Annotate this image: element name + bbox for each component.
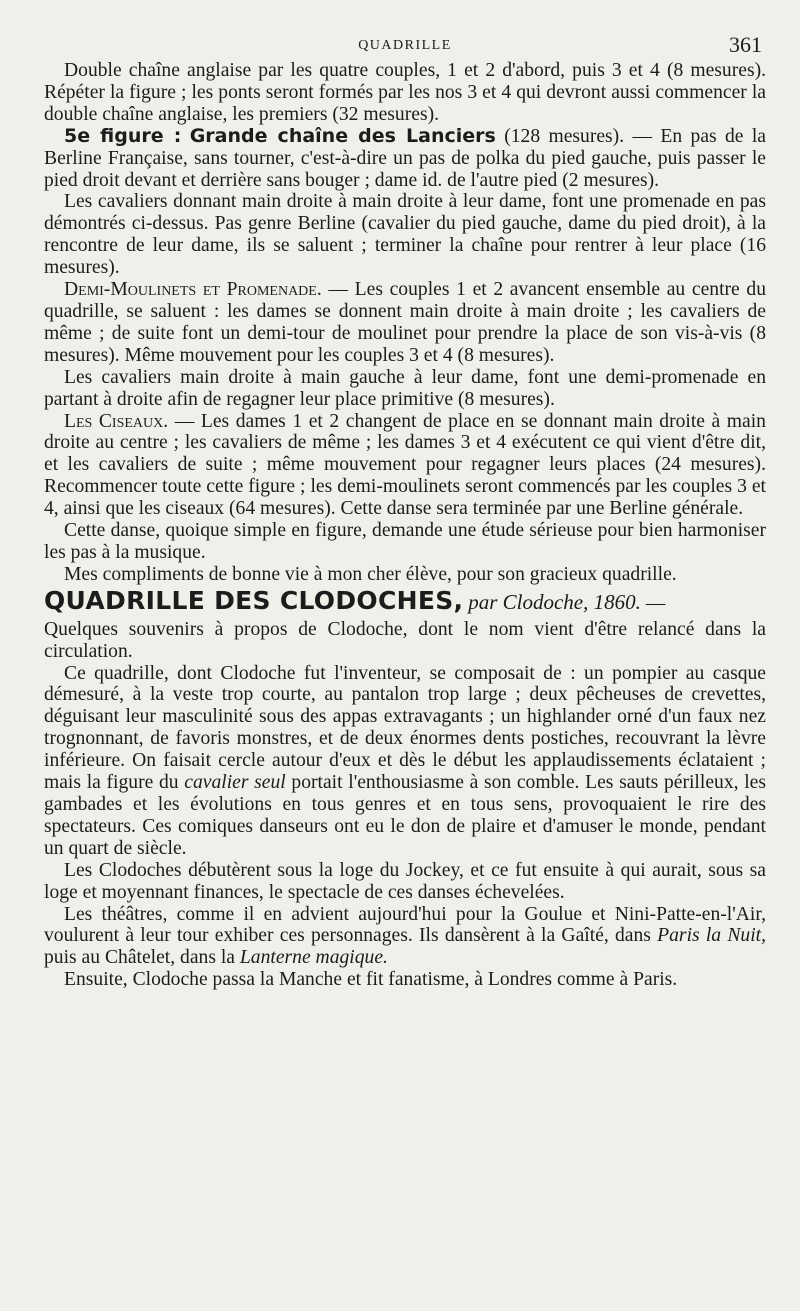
paragraph-londres: Ensuite, Clodoche passa la Manche et fit fanatisme, à Londres comme à Paris. — [64, 969, 678, 991]
ciseaux-heading: Les Ciseaux. — [64, 410, 169, 432]
figure-5-label: 5e figure : — [64, 124, 182, 147]
figure-5-title: Grande chaîne des Lanciers — [189, 124, 496, 147]
paragraph-compliments: Mes compliments de bonne vie à mon cher élève, pour son gracieux quadrille. — [64, 563, 677, 585]
paragraph-promenade: Les cavaliers donnant main droite à main droite à leur dame, font une promenade en pas démontrés ci-dessus. Pas genre Berline (cavalier du pied gauche, dame du pied droit), à la rencontre de leur dame, ils se saluent ; terminer la chaîne pour rentrer à leur place (16 mesures). — [44, 191, 766, 279]
paragraph-demi-promenade: Les cavaliers main droite à main gauche à leur dame, font une demi-promenade en partant à droite afin de regagner leur place primitive (8 mesures). — [44, 366, 766, 410]
composition-text-before: Ce quadrille, dont Clodoche fut l'inventeur, se composait de : un pompier au casque démesuré, à la veste trop courte, au pantalon trop large ; deux pêcheuses de crevettes, déguisant leur masculinité sous des appas extravagants ; un highlander orné d'un faux nez trognonnant, de favoris monstres, et de deux énormes dents postiches, recouvrant la lèvre inférieure. On faisait cercle autour d'eux et dès le début les applaudissements éclataient ; mais la figure du — [44, 662, 766, 794]
theatres-italic-2: Lanterne magique. — [239, 947, 388, 969]
theatres-text-1: Les théâtres, comme il en advient aujourd'hui pour la Goulue et Nini-Patte-en-l'Air, voulurent à leur tour exhiber ces personnages. Ils dansèrent à la Gaîté, dans — [44, 903, 766, 947]
figure-5-text: (128 mesures). — En pas de la Berline Française, sans tourner, c'est-à-dire un pas de polka du pied gauche, puis passer le pied droit devant et derrière sans bouger ; dame id. de l'autre pied (2 mesures). — [44, 125, 766, 191]
paragraph-figure-5 — [44, 126, 766, 192]
running-title: QUADRILLE — [358, 38, 452, 53]
composition-italic: cavalier seul — [184, 772, 286, 794]
paragraph-souvenirs: Quelques souvenirs à propos de Clodoche, dont le nom vient d'être relancé dans la circulation. — [44, 618, 766, 662]
theatres-italic-1: Paris la Nuit, — [657, 925, 766, 947]
demi-moulinets-text: — Les couples 1 et 2 avancent ensemble au centre du quadrille, se saluent : les dames se donnent main droite à main droite ; les cavaliers de même ; de suite font un demi-tour de moulinet pour prendre la place de son vis-à-vis (8 mesures). Même mouvement pour les couples 3 et 4 (8 mesures). — [44, 279, 766, 366]
paragraph-composition — [44, 663, 766, 860]
section-dash: — — [645, 592, 666, 614]
paragraph-demi-moulinets — [44, 279, 766, 367]
ciseaux-text: — Les dames 1 et 2 changent de place en se donnant main droite à main droite au centre ; les cavaliers de même ; les dames 3 et 4 exécutent ce qui vient d'être dit, et les cavaliers de suite ; même mouvement pour regagner leurs places (24 mesures). Recommencer toute cette figure ; les demi-moulinets seront commencés par les couples 3 et 4, ainsi que les ciseaux (64 mesures). Cette danse sera terminée par une Berline générale. — [44, 410, 766, 520]
paragraph-jockey: Les Clodoches débutèrent sous la loge du Jockey, et ce fut ensuite à qui aurait, sous sa loge et moyennant finances, le spectacle de ces danses échevelées. — [44, 859, 766, 903]
paragraph-theatres — [44, 904, 766, 970]
body-text — [44, 60, 766, 991]
paragraph-ciseaux — [44, 411, 766, 521]
page-number: 361 — [729, 32, 762, 57]
paragraph-etude: Cette danse, quoique simple en figure, demande une étude sérieuse pour bien harmoniser les pas à la musique. — [44, 520, 766, 563]
section-title: QUADRILLE DES CLODOCHES, — [44, 585, 464, 615]
section-heading — [44, 586, 766, 619]
demi-moulinets-heading: Demi-Moulinets et Promenade. — [64, 279, 322, 301]
section-byline: par Clodoche, 1860. — [468, 589, 641, 614]
composition-text-after: portait l'enthousiasme à son comble. Les sauts périlleux, les gambades et les évolutions en tous genres et en tous sens, provoquaient le rire des spectateurs. Ces comiques danseurs ont eu le don de plaire et d'amuser le monde, pendant un quart de siècle. — [44, 772, 766, 859]
theatres-text-2: puis au Châtelet, dans la — [44, 947, 235, 969]
paragraph-double-chaine: Double chaîne anglaise par les quatre couples, 1 et 2 d'abord, puis 3 et 4 (8 mesures). Répéter la figure ; les ponts seront formés par les nos 3 et 4 qui devront aussi commencer la double chaîne anglaise, les premiers (32 mesures). — [44, 60, 766, 125]
running-header — [44, 30, 766, 60]
